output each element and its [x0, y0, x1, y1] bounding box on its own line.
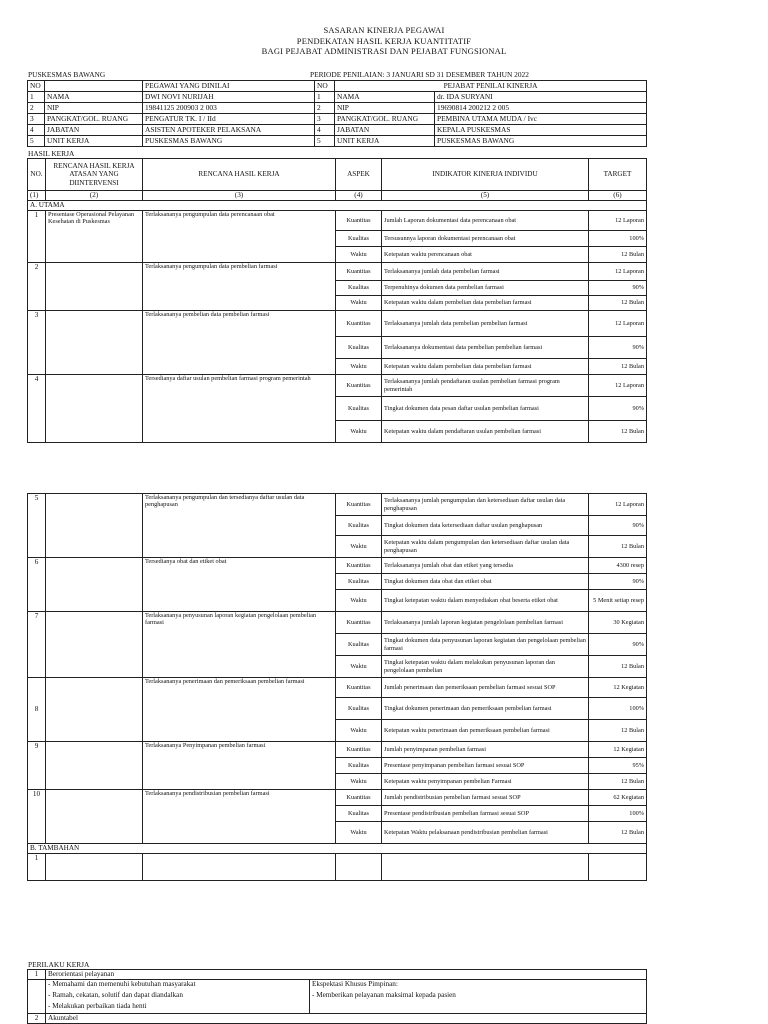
identity-no-header: NO: [28, 81, 45, 92]
identity-no: 5: [28, 136, 45, 147]
identity-field: NIP: [45, 103, 143, 114]
aspek-cell: Kuantitas: [336, 612, 382, 634]
rhk-cell: Terlaksananya pengumpulan data pembelian farmasi: [143, 263, 336, 311]
identity-table: [27, 80, 647, 147]
indikator-cell: Presentase penyimpanan pembelian farmasi sesuai SOP: [382, 758, 589, 774]
hasil-kerja-label: HASIL KERJA: [28, 149, 75, 158]
target-cell: 90%: [589, 634, 647, 656]
target-cell: 12 Bulan: [589, 359, 647, 375]
rhk-atasan-cell: [46, 558, 143, 612]
identity-row: [28, 125, 647, 136]
identity-no: 1: [28, 92, 45, 103]
aspek-cell: Kuantitas: [336, 311, 382, 337]
rhk-cell: Terlaksananya pengumpulan data perencanaan obat: [143, 211, 336, 263]
rhk-atasan-cell: [46, 612, 143, 678]
item-no: 10: [28, 790, 46, 844]
table-row: [28, 375, 647, 397]
aspek-cell: Kualitas: [336, 281, 382, 296]
table-row: [28, 612, 647, 634]
identity-row: [28, 103, 647, 114]
identity-no-header-right: NO: [315, 81, 335, 92]
identity-no-right: 2: [315, 103, 335, 114]
identity-left-title: PEGAWAI YANG DINILAI: [143, 81, 315, 92]
item-no: 8: [28, 678, 46, 742]
identity-left-value: PUSKESMAS BAWANG: [143, 136, 315, 147]
tambahan-row: [28, 854, 647, 881]
target-cell: 30 Kegiatan: [589, 612, 647, 634]
indikator-cell: Tingkat dokumen data ketersediaan daftar usulan penghapusan: [382, 516, 589, 536]
perilaku-item-1: [28, 970, 647, 980]
target-cell: 12 Laporan: [589, 211, 647, 231]
indikator-cell: Terlaksananya jumlah laporan kegiatan pengelolaan pembelian farmasi: [382, 612, 589, 634]
indikator-cell: Terlaksananya jumlah data pembelian farmasi: [382, 263, 589, 281]
item-no: 5: [28, 494, 46, 558]
header-line-1: SASARAN KINERJA PEGAWAI: [323, 25, 445, 35]
aspek-cell: Kuantitas: [336, 494, 382, 516]
document-header: [0, 25, 768, 57]
identity-right-title: PEJABAT PENILAI KINERJA: [335, 81, 647, 92]
target-cell: 90%: [589, 337, 647, 359]
indikator-cell: Terlaksananya dokumentasi data pembelian pembelian farmasi: [382, 337, 589, 359]
rhk-cell: Terlaksananya pengumpulan dan tersedianya daftar usulan data penghapusan: [143, 494, 336, 558]
column-number-row: [28, 191, 647, 201]
hasil-kerja-table-2: [27, 493, 647, 881]
identity-field: PANGKAT/GOL. RUANG: [45, 114, 143, 125]
target-cell: 12 Bulan: [589, 656, 647, 678]
target-cell: 95%: [589, 758, 647, 774]
perilaku-1-left-1: - Memahami dan memenuhi kebutuhan masyarakat: [48, 980, 196, 988]
indikator-cell: Tingkat ketepatan waktu dalam menyediakan obat beserta etiket obat: [382, 590, 589, 612]
table-row: [28, 494, 647, 516]
indikator-cell: Terlaksananya jumlah pendaftaran usulan pembelian farmasi program pemerintah: [382, 375, 589, 397]
target-cell: 100%: [589, 806, 647, 822]
indikator-cell: Tersusunnya laporan dokumentasi perencanaan obat: [382, 231, 589, 247]
identity-row: [28, 114, 647, 125]
header-line-3: BAGI PEJABAT ADMINISTRASI DAN PEJABAT FUNGSIONAL: [261, 46, 507, 56]
rhk-atasan-cell: [46, 311, 143, 375]
item-no: 2: [28, 263, 46, 311]
target-cell: 90%: [589, 281, 647, 296]
aspek-cell: Kuantitas: [336, 790, 382, 806]
target-cell: 5 Menit setiap resep: [589, 590, 647, 612]
aspek-cell: Waktu: [336, 656, 382, 678]
identity-field: NAMA: [45, 92, 143, 103]
identity-right-value: KEPALA PUSKESMAS: [435, 125, 647, 136]
table-row: [28, 742, 647, 758]
identity-field-right: NIP: [335, 103, 435, 114]
table-row: [28, 790, 647, 806]
identity-no: 2: [28, 103, 45, 114]
rhk-atasan-cell: [46, 678, 143, 742]
aspek-cell: Waktu: [336, 590, 382, 612]
rhk-cell: Terlaksananya Penyimpanan pembelian farmasi: [143, 742, 336, 790]
table-row: [28, 678, 647, 698]
rhk-atasan-cell: Presentase Operasional Pelayanan Kesehatan di Puskesmas: [46, 211, 143, 263]
perilaku-1-right-1: Ekspektasi Khusus Pimpinan:: [312, 980, 398, 988]
target-cell: 12 Bulan: [589, 822, 647, 844]
aspek-cell: Waktu: [336, 359, 382, 375]
indikator-cell: Presentase pendistribusian pembelian farmasi sesuai SOP: [382, 806, 589, 822]
identity-left-value: ASISTEN APOTEKER PELAKSANA: [143, 125, 315, 136]
item-no: 1: [28, 211, 46, 263]
aspek-cell: Kuantitas: [336, 211, 382, 231]
indikator-cell: Terpenuhinya dokumen data pembelian farmasi: [382, 281, 589, 296]
rhk-atasan-cell: [46, 375, 143, 443]
rhk-cell: Terlaksananya pendistribusian pembelian farmasi: [143, 790, 336, 844]
indikator-cell: Terlaksananya jumlah data pembelian pembelian farmasi: [382, 311, 589, 337]
identity-right-value: PEMBINA UTAMA MUDA / Ivc: [435, 114, 647, 125]
identity-no-right: 5: [315, 136, 335, 147]
col-num-5: (5): [382, 191, 589, 201]
rhk-cell: Tersedianya obat dan etiket obat: [143, 558, 336, 612]
target-cell: 4300 resep: [589, 558, 647, 574]
col-rhk-atasan-header: RENCANA HASIL KERJA ATASAN YANG DIINTERVENSI: [46, 159, 143, 191]
aspek-cell: Waktu: [336, 247, 382, 263]
indikator-cell: Jumlah penerimaan dan pemeriksaan pembelian farmasi sesuai SOP: [382, 678, 589, 698]
indikator-cell: Ketepatan waktu dalam pengumpulan dan ketersediaan daftar usulan data penghapusan: [382, 536, 589, 558]
aspek-cell: Kuantitas: [336, 678, 382, 698]
rhk-cell: Terlaksananya penyusunan laporan kegiatan pengelolaan pembelian farmasi: [143, 612, 336, 678]
perilaku-1-no: 1: [28, 970, 46, 980]
identity-left-value: 19841125 200903 2 003: [143, 103, 315, 114]
target-cell: 12 Bulan: [589, 421, 647, 443]
unit-label: PUSKESMAS BAWANG: [28, 70, 106, 79]
rhk-cell: Terlaksananya pembelian data pembelian farmasi: [143, 311, 336, 375]
identity-right-value: dr. IDA SURYANI: [435, 92, 647, 103]
aspek-cell: Kuantitas: [336, 263, 382, 281]
aspek-cell: Waktu: [336, 822, 382, 844]
table-row: [28, 311, 647, 337]
table-row: [28, 558, 647, 574]
item-no: 3: [28, 311, 46, 375]
identity-field-right: UNIT KERJA: [335, 136, 435, 147]
aspek-cell: Waktu: [336, 536, 382, 558]
target-cell: 12 Laporan: [589, 311, 647, 337]
indikator-cell: Ketepatan Waktu pelaksanaan pendistribusian pembelian farmasi: [382, 822, 589, 844]
indikator-cell: Tingkat dokumen penerimaan dan pemeriksaan pembelian farmasi: [382, 698, 589, 720]
perilaku-table: [27, 969, 647, 1024]
col-rhk-header: RENCANA HASIL KERJA: [143, 159, 336, 191]
target-cell: 12 Bulan: [589, 774, 647, 790]
aspek-cell: Kualitas: [336, 516, 382, 536]
target-cell: 12 Bulan: [589, 720, 647, 742]
identity-field-right: JABATAN: [335, 125, 435, 136]
rhk-cell: Tersedianya daftar usulan pembelian farmasi program pemerintah: [143, 375, 336, 443]
target-cell: 90%: [589, 397, 647, 421]
periode-label: PERIODE PENILAIAN: 3 JANUARI SD 31 DESEMBER TAHUN 2022: [310, 70, 529, 79]
table-row: [28, 211, 647, 231]
indikator-cell: Jumlah penyimpanan pembelian farmasi: [382, 742, 589, 758]
aspek-cell: Waktu: [336, 296, 382, 311]
perilaku-2-no: 2: [28, 1014, 46, 1024]
perilaku-1-left-2: - Ramah, cekatan, solutif dan dapat diandalkan: [48, 991, 183, 999]
utama-section-label: A. UTAMA: [28, 201, 647, 211]
rhk-atasan-cell: [46, 790, 143, 844]
identity-right-value: PUSKESMAS BAWANG: [435, 136, 647, 147]
col-no-header: NO.: [28, 159, 46, 191]
target-cell: 90%: [589, 574, 647, 590]
col-num-4: (4): [336, 191, 382, 201]
table-row: [28, 263, 647, 281]
aspek-cell: Kuantitas: [336, 558, 382, 574]
aspek-cell: Kuantitas: [336, 375, 382, 397]
item-no: 4: [28, 375, 46, 443]
rhk-atasan-cell: [46, 494, 143, 558]
identity-no-right: 1: [315, 92, 335, 103]
utama-section-row: [28, 201, 647, 211]
identity-left-value: PENGATUR TK. I / IId: [143, 114, 315, 125]
column-header-row: [28, 159, 647, 191]
target-cell: 12 Laporan: [589, 494, 647, 516]
target-cell: 12 Bulan: [589, 536, 647, 558]
perilaku-item-2: [28, 1014, 647, 1024]
perilaku-1-left-3: - Melakukan perbaikan tiada henti: [48, 1002, 147, 1010]
col-num-3: (3): [143, 191, 336, 201]
indikator-cell: Tingkat dokumen data obat dan etiket obat: [382, 574, 589, 590]
col-num-6: (6): [589, 191, 647, 201]
hasil-kerja-table-1: [27, 158, 647, 443]
target-cell: 62 Kegiatan: [589, 790, 647, 806]
target-cell: 12 Laporan: [589, 263, 647, 281]
tambahan-section-label: B. TAMBAHAN: [28, 844, 647, 854]
indikator-cell: Ketepatan waktu dalam pembelian data pembelian farmasi: [382, 359, 589, 375]
aspek-cell: Kualitas: [336, 231, 382, 247]
indikator-cell: Tingkat dokumen data penyusunan laporan kegiatan dan pengelolaan pembelian farmasi: [382, 634, 589, 656]
target-cell: 12 Bulan: [589, 247, 647, 263]
indikator-cell: Tingkat dokumen data pesan daftar usulan pembelian farmasi: [382, 397, 589, 421]
identity-no: 4: [28, 125, 45, 136]
aspek-cell: Waktu: [336, 774, 382, 790]
indikator-cell: Ketepatan waktu dalam pembelian data pembelian farmasi: [382, 296, 589, 311]
target-cell: 12 Bulan: [589, 296, 647, 311]
item-no: 7: [28, 612, 46, 678]
aspek-cell: Kualitas: [336, 337, 382, 359]
identity-left-value: DWI NOVI NURIJAH: [143, 92, 315, 103]
indikator-cell: Ketepatan waktu perencanaan obat: [382, 247, 589, 263]
rhk-atasan-cell: [46, 263, 143, 311]
indikator-cell: Ketepatan waktu penyimpanan pembelian Farmasi: [382, 774, 589, 790]
rhk-atasan-cell: [46, 742, 143, 790]
perilaku-1-detail: [28, 980, 647, 1014]
target-cell: 12 Kegiatan: [589, 678, 647, 698]
perilaku-1-right-2: - Memberikan pelayanan maksimal kepada pasien: [312, 991, 456, 999]
identity-field: UNIT KERJA: [45, 136, 143, 147]
aspek-cell: Kualitas: [336, 634, 382, 656]
item-no: 9: [28, 742, 46, 790]
aspek-cell: Kualitas: [336, 806, 382, 822]
indikator-cell: Jumlah pendistribusian pembelian farmasi sesuai SOP: [382, 790, 589, 806]
indikator-cell: Terlaksananya jumlah pengumpulan dan ketersediaan daftar usulan data penghapusan: [382, 494, 589, 516]
identity-row: [28, 136, 647, 147]
col-target-header: TARGET: [589, 159, 647, 191]
aspek-cell: Waktu: [336, 720, 382, 742]
col-num-1: (1): [28, 191, 46, 201]
identity-header-row: [28, 81, 647, 92]
target-cell: 90%: [589, 516, 647, 536]
aspek-cell: Kualitas: [336, 758, 382, 774]
target-cell: 12 Kegiatan: [589, 742, 647, 758]
indikator-cell: Tingkat ketepatan waktu dalam melakukan penyusunan laporan dan pengelolaan pembelian: [382, 656, 589, 678]
identity-field-right: PANGKAT/GOL. RUANG: [335, 114, 435, 125]
identity-right-value: 19690814 200212 2 005: [435, 103, 647, 114]
header-line-2: PENDEKATAN HASIL KERJA KUANTITATIF: [296, 35, 472, 46]
perilaku-1-title: Berorientasi pelayanan: [46, 970, 647, 980]
identity-no: 3: [28, 114, 45, 125]
perilaku-title: PERILAKU KERJA: [28, 960, 90, 969]
target-cell: 100%: [589, 231, 647, 247]
indikator-cell: Ketepatan waktu penerimaan dan pemeriksaan pembelian farmasi: [382, 720, 589, 742]
item-no: 6: [28, 558, 46, 612]
aspek-cell: Kualitas: [336, 574, 382, 590]
tambahan-section-row: [28, 844, 647, 854]
aspek-cell: Kuantitas: [336, 742, 382, 758]
col-num-2: (2): [46, 191, 143, 201]
indikator-cell: Terlaksananya jumlah obat dan etiket yang tersedia: [382, 558, 589, 574]
aspek-cell: Kualitas: [336, 698, 382, 720]
col-aspek-header: ASPEK: [336, 159, 382, 191]
target-cell: 12 Laporan: [589, 375, 647, 397]
aspek-cell: Kualitas: [336, 397, 382, 421]
tambahan-no: 1: [28, 854, 46, 881]
indikator-cell: Jumlah Laporan dokumentasi data perencanaan obat: [382, 211, 589, 231]
identity-no-right: 4: [315, 125, 335, 136]
aspek-cell: Waktu: [336, 421, 382, 443]
rhk-cell: Terlaksananya penerimaan dan pemeriksaan pembelian farmasi: [143, 678, 336, 742]
identity-field: JABATAN: [45, 125, 143, 136]
target-cell: 100%: [589, 698, 647, 720]
indikator-cell: Ketepatan waktu dalam pendaftaran usulan pembelian farmasi: [382, 421, 589, 443]
perilaku-2-title: Akuntabel: [46, 1014, 647, 1024]
identity-no-right: 3: [315, 114, 335, 125]
identity-field-right: NAMA: [335, 92, 435, 103]
identity-row: [28, 92, 647, 103]
col-indikator-header: INDIKATOR KINERJA INDIVIDU: [382, 159, 589, 191]
